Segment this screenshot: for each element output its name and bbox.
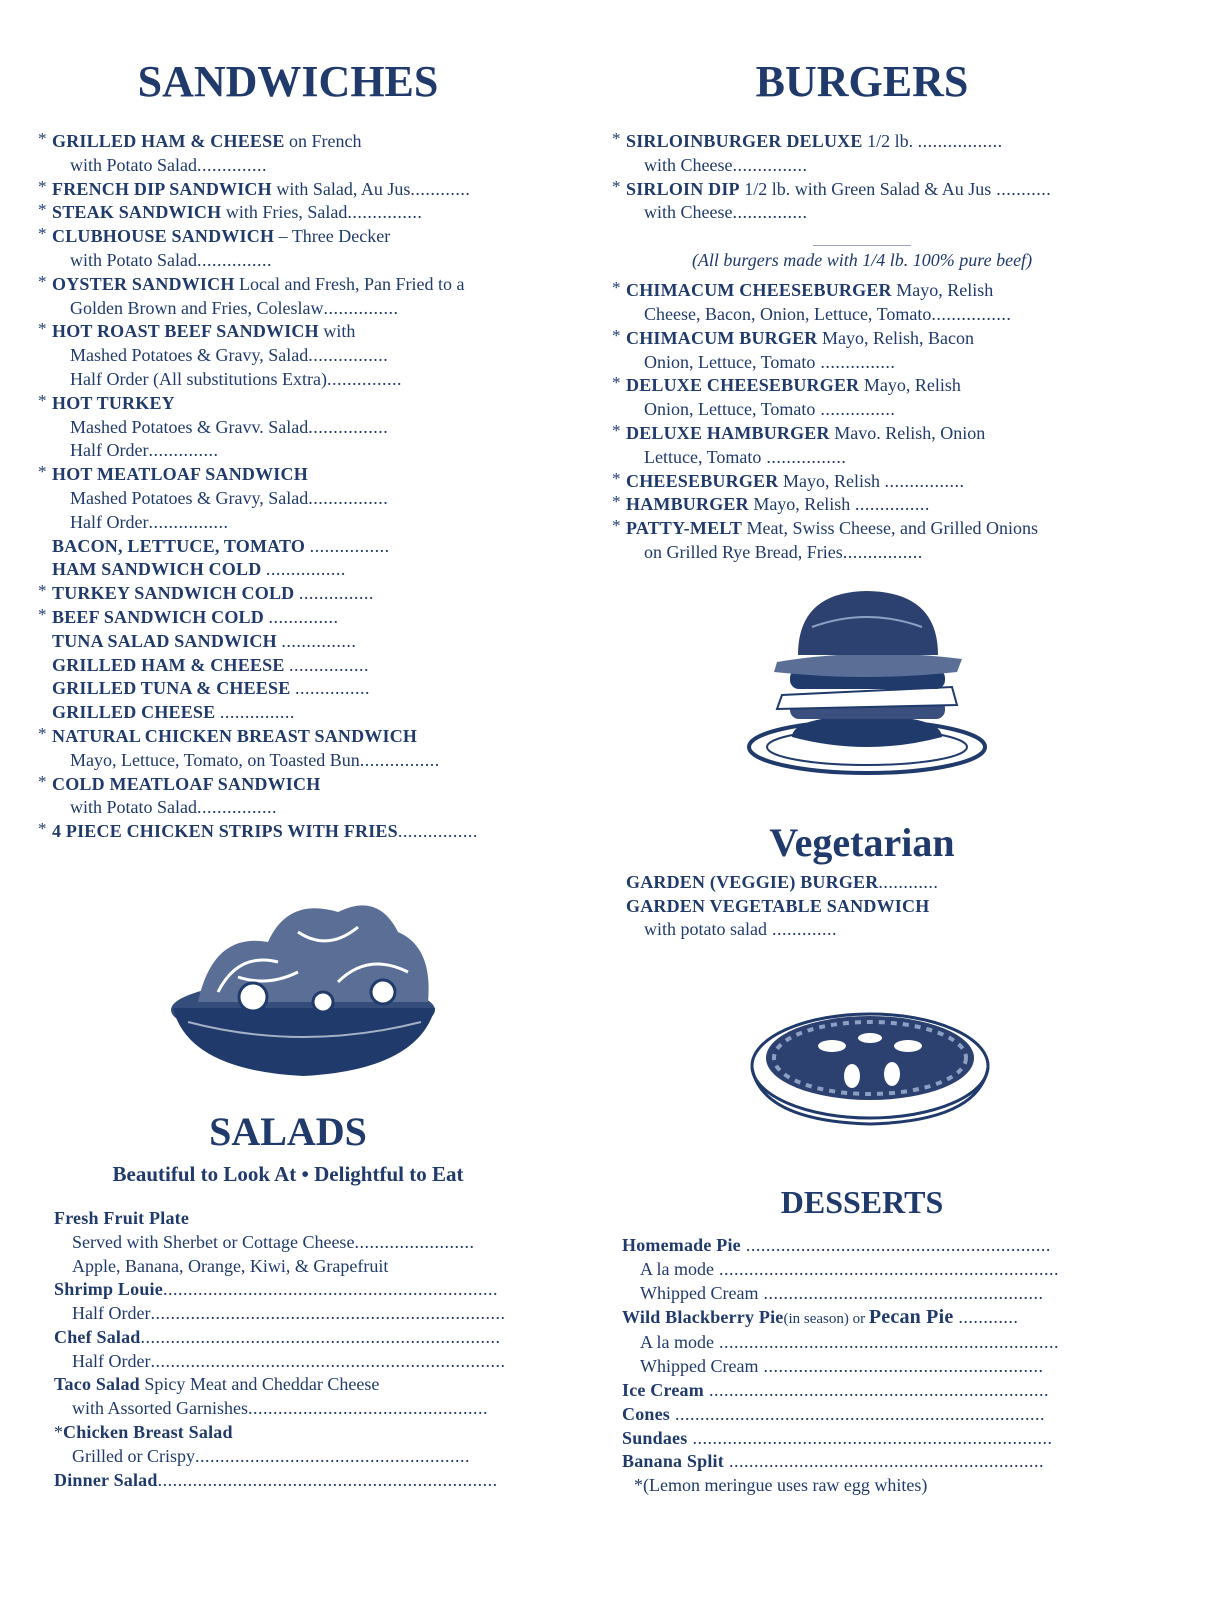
detail-text: A la mode xyxy=(640,1258,714,1279)
sandwiches-list xyxy=(38,130,538,844)
asterisk-mark: * xyxy=(38,129,47,148)
salad-name: Shrimp Louie xyxy=(54,1279,163,1300)
salad-item xyxy=(54,1469,538,1493)
item-name: PATTY-MELT xyxy=(626,518,743,539)
detail-text: Mashed Potatoes & Gravy, Salad xyxy=(70,345,309,366)
asterisk-mark: * xyxy=(612,420,621,440)
item-detail-line xyxy=(38,416,538,440)
item-description: Mayo, Relish xyxy=(748,494,855,515)
dessert-item xyxy=(622,1403,1112,1427)
detail-text: with Potato Salad xyxy=(70,154,197,175)
price-leader: ............... xyxy=(294,678,370,699)
salad-description: Spicy Meat and Cheddar Cheese xyxy=(139,1374,380,1395)
price-leader: .............. xyxy=(197,154,267,175)
item-detail-line xyxy=(38,749,538,773)
salads-list xyxy=(38,1207,538,1493)
menu-item xyxy=(38,630,538,654)
item-detail-line xyxy=(38,154,538,178)
price-leader: ................ xyxy=(289,654,370,675)
asterisk-mark: * xyxy=(38,200,47,220)
dessert-name: Banana Split xyxy=(622,1451,724,1472)
item-name: TURKEY SANDWICH COLD xyxy=(52,583,295,604)
detail-text: with Cheese xyxy=(644,154,733,175)
item-name: NATURAL CHICKEN BREAST SANDWICH xyxy=(52,725,418,746)
asterisk-mark: * xyxy=(38,271,47,291)
desserts-list xyxy=(612,1234,1112,1474)
asterisk-mark: * xyxy=(54,1422,63,1443)
item-name: CHEESEBURGER xyxy=(626,470,779,491)
menu-item xyxy=(612,327,1112,351)
item-detail-line xyxy=(612,201,1112,225)
price-leader: ............... xyxy=(197,249,272,270)
detail-text: with Potato Salad xyxy=(70,249,197,270)
menu-item xyxy=(38,178,538,202)
item-name: HOT ROAST BEEF SANDWICH xyxy=(52,321,319,342)
price-leader: ................ xyxy=(308,345,389,366)
menu-item xyxy=(612,279,1112,303)
detail-text: with Potato Salad xyxy=(70,797,197,818)
salad-item xyxy=(54,1421,538,1445)
price-leader: ........................................................ xyxy=(758,1356,1044,1377)
item-name: HOT TURKEY xyxy=(52,392,175,413)
item-detail-line xyxy=(38,487,538,511)
dessert-item xyxy=(622,1234,1112,1258)
salad-detail-line xyxy=(54,1350,538,1374)
item-name: SIRLOIN DIP xyxy=(626,178,740,199)
salad-name: Dinner Salad xyxy=(54,1469,158,1490)
item-name: TUNA SALAD SANDWICH xyxy=(52,630,277,651)
item-name: HOT MEATLOAF SANDWICH xyxy=(52,464,308,485)
asterisk-mark: * xyxy=(612,492,621,512)
sandwiches-heading: SANDWICHES xyxy=(137,57,439,106)
dessert-item xyxy=(622,1379,1112,1403)
item-detail-line xyxy=(612,398,1112,422)
salads-heading: SALADS xyxy=(209,1108,367,1154)
item-name: 4 PIECE CHICKEN STRIPS WITH FRIES xyxy=(52,821,398,842)
desserts-heading: DESSERTS xyxy=(780,1184,944,1221)
price-leader: ............... xyxy=(815,399,896,420)
menu-item xyxy=(38,320,538,344)
menu-item xyxy=(612,493,1112,517)
price-leader: ........................ xyxy=(354,1231,475,1252)
item-name: GARDEN (VEGGIE) BURGER xyxy=(626,871,879,892)
menu-item xyxy=(38,463,538,487)
asterisk-mark: * xyxy=(612,176,621,196)
detail-text: Mayo, Lettuce, Tomato, on Toasted Bun xyxy=(70,749,360,770)
item-description: Mayo, Relish, Bacon xyxy=(817,327,974,348)
item-detail-line xyxy=(38,368,538,392)
price-leader: .................................................................... xyxy=(703,1379,1049,1400)
menu-item xyxy=(38,535,538,559)
item-name: GRILLED CHEESE xyxy=(52,702,216,723)
price-leader: .................................................................... xyxy=(714,1258,1059,1279)
item-name: SIRLOINBURGER DELUXE xyxy=(626,131,863,151)
vegetarian-list xyxy=(612,871,1112,942)
salad-item xyxy=(54,1207,538,1231)
price-leader: ................ xyxy=(308,416,389,437)
menu-item xyxy=(38,392,538,416)
item-description: Mavo. Relish, Onion xyxy=(829,422,986,443)
price-leader: ............... xyxy=(326,368,402,389)
item-detail-line xyxy=(612,541,1112,565)
detail-text: Grilled or Crispy xyxy=(72,1445,195,1466)
asterisk-mark: * xyxy=(38,319,47,339)
item-detail-line xyxy=(38,249,538,273)
price-leader: ................ xyxy=(842,541,923,562)
price-leader: ............... xyxy=(732,154,808,175)
item-description: Mayo, Relish xyxy=(778,470,885,491)
dessert-name: Ice Cream xyxy=(622,1379,704,1400)
detail-text: Onion, Lettuce, Tomato xyxy=(644,351,816,372)
menu-item xyxy=(612,178,1112,202)
price-leader: ........................................................................ xyxy=(687,1427,1053,1448)
menu-item xyxy=(612,871,1112,895)
item-description: Mayo, Relish xyxy=(859,375,961,396)
price-leader: ................ xyxy=(265,559,346,580)
price-leader: ................. xyxy=(917,131,1003,151)
menu-item xyxy=(38,225,538,249)
detail-text: Half Order xyxy=(72,1303,151,1324)
asterisk-mark: * xyxy=(612,278,621,298)
menu-item xyxy=(38,606,538,630)
detail-text: Apple, Banana, Orange, Kiwi, & Grapefruit xyxy=(72,1255,389,1276)
burger-illustration xyxy=(612,587,1112,787)
right-column xyxy=(612,0,1112,1498)
item-description: 1/2 lb. xyxy=(862,131,918,151)
price-leader: ............... xyxy=(732,202,808,223)
dessert-item xyxy=(622,1450,1112,1474)
price-leader: ............... xyxy=(815,351,896,372)
pie-illustration xyxy=(612,986,1112,1126)
dessert-note: (in season) or xyxy=(783,1310,869,1327)
menu-item xyxy=(612,374,1112,398)
price-leader: ............... xyxy=(854,494,930,515)
detail-text: Half Order (All substitutions Extra) xyxy=(70,368,327,389)
desserts-footnote: *(Lemon meringue uses raw egg whites) xyxy=(634,1475,928,1496)
asterisk-mark: * xyxy=(38,462,47,482)
price-leader: ................ xyxy=(884,470,965,491)
price-leader: ............... xyxy=(323,297,399,318)
burgers-list xyxy=(612,279,1112,565)
salad-detail-line xyxy=(54,1302,538,1326)
asterisk-mark: * xyxy=(38,176,47,196)
menu-item xyxy=(38,701,538,725)
asterisk-mark: * xyxy=(612,129,621,148)
menu-item xyxy=(38,273,538,297)
price-leader: .............. xyxy=(148,440,219,461)
menu-item xyxy=(38,201,538,225)
item-name: HAMBURGER xyxy=(626,494,749,515)
price-leader: ................................................ xyxy=(247,1398,488,1419)
asterisk-mark: * xyxy=(38,819,47,839)
salad-detail-line xyxy=(54,1255,538,1279)
detail-text: Lettuce, Tomato xyxy=(644,446,762,467)
detail-text: Whipped Cream xyxy=(640,1356,759,1377)
item-name: GRILLED TUNA & CHEESE xyxy=(52,678,291,699)
salad-name: Fresh Fruit Plate xyxy=(54,1207,190,1228)
menu-item xyxy=(612,470,1112,494)
menu-item xyxy=(612,422,1112,446)
item-name: GRILLED HAM & CHEESE xyxy=(52,131,285,151)
detail-text: Golden Brown and Fries, Coleslaw xyxy=(70,297,324,318)
asterisk-mark: * xyxy=(38,771,47,791)
salad-bowl-illustration xyxy=(38,892,538,1082)
item-description: Local and Fresh, Pan Fried to a xyxy=(234,273,465,294)
detail-text: Cheese, Bacon, Onion, Lettuce, Tomato xyxy=(644,303,932,324)
detail-text: Onion, Lettuce, Tomato xyxy=(644,399,816,420)
detail-text: with Assorted Garnishes xyxy=(72,1398,248,1419)
salad-item xyxy=(54,1278,538,1302)
detail-text: Half Order xyxy=(70,440,149,461)
price-leader: ................................................................... xyxy=(162,1279,498,1300)
item-detail-line xyxy=(38,511,538,535)
item-detail-line xyxy=(38,439,538,463)
item-detail-line xyxy=(612,446,1112,470)
dessert-name: Cones xyxy=(622,1403,671,1424)
detail-text: Mashed Potatoes & Gravy, Salad xyxy=(70,487,309,508)
price-leader: ................ xyxy=(359,749,440,770)
item-detail-line xyxy=(612,351,1112,375)
price-leader: ............... xyxy=(347,202,423,223)
price-leader: ................ xyxy=(931,303,1012,324)
item-detail-line xyxy=(38,344,538,368)
item-description: with xyxy=(318,321,356,342)
vegetarian-heading: Vegetarian xyxy=(769,819,955,865)
salad-item xyxy=(54,1373,538,1397)
detail-text: Half Order xyxy=(70,511,149,532)
menu-item xyxy=(612,130,1112,154)
item-detail-line xyxy=(612,918,1112,942)
item-name: DELUXE CHEESEBURGER xyxy=(626,375,860,396)
dessert-item xyxy=(622,1427,1112,1451)
detail-text: Whipped Cream xyxy=(640,1282,759,1303)
menu-item xyxy=(38,558,538,582)
burgers-heading: BURGERS xyxy=(755,57,969,106)
item-name: CHIMACUM CHEESEBURGER xyxy=(626,280,892,301)
price-leader: ................ xyxy=(397,821,478,842)
price-leader: .......................................................................... xyxy=(670,1403,1046,1424)
dessert-name: Homemade Pie xyxy=(622,1235,741,1256)
menu-item xyxy=(38,820,538,844)
salads-tagline: Beautiful to Look At • Delightful to Eat xyxy=(112,1161,464,1186)
menu-item xyxy=(38,773,538,797)
dessert-name: Sundaes xyxy=(622,1427,688,1448)
item-name: GARDEN VEGETABLE SANDWICH xyxy=(626,895,930,916)
price-leader: ............... xyxy=(219,702,295,723)
price-leader: ................ xyxy=(309,535,390,556)
left-column xyxy=(38,0,538,1492)
detail-text: Mashed Potatoes & Gravv. Salad xyxy=(70,416,309,437)
dessert-name: Wild Blackberry Pie xyxy=(622,1306,784,1327)
price-leader: ........... xyxy=(991,178,1052,199)
item-name: BEEF SANDWICH COLD xyxy=(52,606,264,627)
price-leader: .............. xyxy=(268,606,339,627)
detail-text: Served with Sherbet or Cottage Cheese xyxy=(72,1231,355,1252)
item-detail-line xyxy=(612,303,1112,327)
price-leader: ............. xyxy=(766,919,837,940)
menu-item xyxy=(38,654,538,678)
item-name: FRENCH DIP SANDWICH xyxy=(52,178,272,199)
burgers-sirloin-list xyxy=(612,130,1112,225)
salad-detail-line xyxy=(54,1231,538,1255)
salad-name: Taco Salad xyxy=(54,1374,140,1395)
salad-detail-line xyxy=(54,1397,538,1421)
price-leader: ............................................................. xyxy=(740,1235,1051,1256)
asterisk-mark: * xyxy=(612,468,621,488)
asterisk-mark: * xyxy=(38,581,47,601)
item-name: GRILLED HAM & CHEESE xyxy=(52,654,285,675)
dessert-detail-line xyxy=(622,1282,1112,1306)
asterisk-mark: * xyxy=(38,390,47,410)
detail-text: A la mode xyxy=(640,1332,714,1353)
price-leader: ............ xyxy=(410,178,471,199)
price-leader: ............... xyxy=(281,630,357,651)
salad-detail-line xyxy=(54,1445,538,1469)
menu-item xyxy=(38,130,538,154)
price-leader: ........................................................................ xyxy=(140,1326,501,1347)
price-leader: ............... xyxy=(298,583,374,604)
item-description: on French xyxy=(284,131,362,151)
asterisk-mark: * xyxy=(38,604,47,624)
detail-text: Half Order xyxy=(72,1350,151,1371)
price-leader: ................ xyxy=(148,511,229,532)
asterisk-mark: * xyxy=(612,325,621,345)
price-leader: ................ xyxy=(761,446,847,467)
dessert-item xyxy=(622,1306,1112,1332)
salad-name: Chef Salad xyxy=(54,1326,141,1347)
item-detail-line xyxy=(612,154,1112,178)
item-description: Mayo, Relish xyxy=(891,280,994,301)
asterisk-mark: * xyxy=(612,516,621,536)
menu-item xyxy=(38,677,538,701)
item-name: BACON, LETTUCE, TOMATO xyxy=(52,535,306,556)
item-description: with Fries, Salad xyxy=(221,202,348,223)
price-leader: ........................................................ xyxy=(758,1282,1044,1303)
price-leader: ....................................................................... xyxy=(150,1303,506,1324)
dessert-detail-line xyxy=(622,1331,1112,1355)
detail-text: on Grilled Rye Bread, Fries xyxy=(644,541,843,562)
item-name: CLUBHOUSE SANDWICH xyxy=(52,226,275,247)
item-description: – Three Decker xyxy=(274,226,391,247)
price-leader: .................................................................... xyxy=(714,1332,1059,1353)
detail-text: with potato salad xyxy=(644,919,767,940)
price-leader: ............ xyxy=(953,1306,1019,1327)
dessert-detail-line xyxy=(622,1258,1112,1282)
item-name: HAM SANDWICH COLD xyxy=(52,559,262,580)
item-name: DELUXE HAMBURGER xyxy=(626,422,830,443)
menu-item xyxy=(612,895,1112,919)
item-name: OYSTER SANDWICH xyxy=(52,273,235,294)
menu-item xyxy=(38,725,538,749)
salad-name: Chicken Breast Salad xyxy=(63,1422,233,1443)
asterisk-mark: * xyxy=(38,224,47,244)
item-detail-line xyxy=(38,796,538,820)
price-leader: .................................................................... xyxy=(157,1469,498,1490)
item-name: STEAK SANDWICH xyxy=(52,202,222,223)
dessert-detail-line xyxy=(622,1355,1112,1379)
price-leader: ................ xyxy=(197,797,277,818)
burgers-note: (All burgers made with 1/4 lb. 100% pure beef) xyxy=(691,250,1033,271)
price-leader: ....................................................................... xyxy=(150,1350,506,1371)
item-name: CHIMACUM BURGER xyxy=(626,327,818,348)
divider-rule xyxy=(813,245,911,246)
dessert-name-2: Pecan Pie xyxy=(868,1305,954,1328)
item-description: 1/2 lb. with Green Salad & Au Jus xyxy=(739,178,992,199)
item-name: COLD MEATLOAF SANDWICH xyxy=(52,773,321,794)
price-leader: ....................................................... xyxy=(195,1445,470,1466)
menu-item xyxy=(612,517,1112,541)
item-description: Meat, Swiss Cheese, and Grilled Onions xyxy=(742,518,1038,539)
menu-item xyxy=(38,582,538,606)
price-leader: ............................................................... xyxy=(723,1451,1044,1472)
asterisk-mark: * xyxy=(612,373,621,393)
price-leader: ............ xyxy=(878,871,939,892)
salad-item xyxy=(54,1326,538,1350)
price-leader: ................ xyxy=(308,487,389,508)
item-detail-line xyxy=(38,297,538,321)
item-description: with Salad, Au Jus xyxy=(271,178,411,199)
asterisk-mark: * xyxy=(38,723,47,743)
detail-text: with Cheese xyxy=(644,202,733,223)
